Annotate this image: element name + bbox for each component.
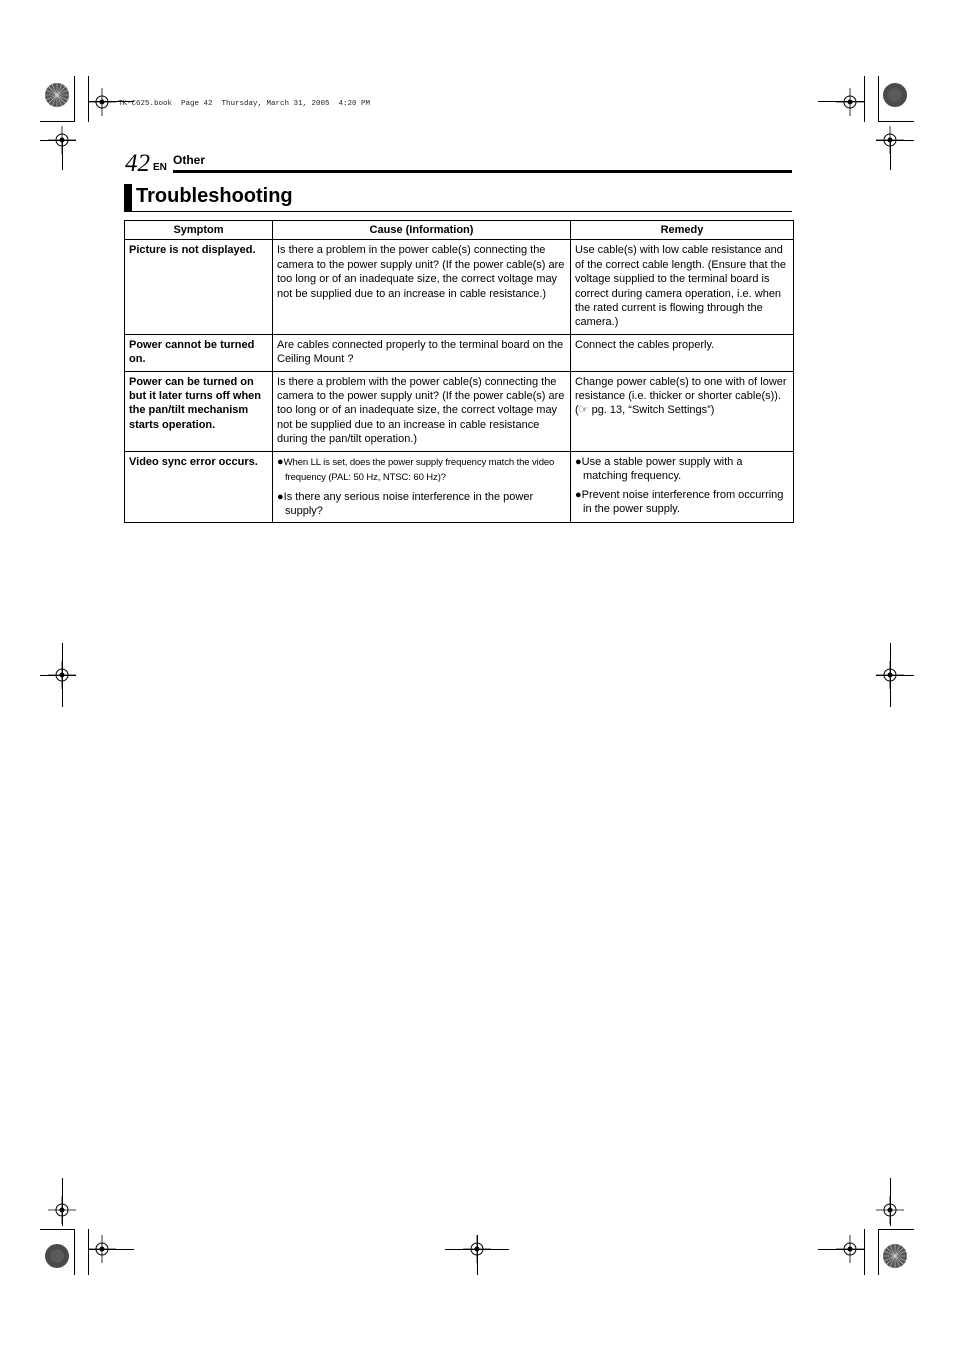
cause-cell: Is there a problem with the power cable(s) connecting the camera to the power supply unit? (If the power cable(s) are too long or of an inadequate size, the correct voltage may not be supplied due to an increase in cable resistance during the pan/tilt operation.)	[273, 371, 571, 451]
page-reference: (☞ pg. 13, “Switch Settings”)	[575, 404, 715, 417]
table-row	[125, 240, 794, 334]
page-number: 42	[125, 150, 150, 177]
remedy-cell	[571, 371, 794, 451]
cause-cell: Are cables connected properly to the terminal board on the Ceiling Mount ?	[273, 334, 571, 371]
cause-cell: Is there a problem in the power cable(s) connecting the camera to the power supply unit? (If the power cable(s) are too long or of an inadequate size, the correct voltage may not be supplied due to an increase in cable resistance.)	[273, 240, 571, 334]
header-remedy: Remedy	[571, 221, 794, 240]
table-row	[125, 451, 794, 523]
bullet-icon: ●	[277, 490, 284, 503]
remedy-cell: Use cable(s) with low cable resistance and of the correct cable length. (Ensure that the voltage supplied to the terminal board is correct during camera operation, i.e. when the rated current is flowing through the camera.)	[571, 240, 794, 334]
title-rule	[124, 211, 792, 212]
table-row	[125, 334, 794, 371]
registration-mark-icon	[836, 88, 864, 116]
symptom-cell: Video sync error occurs.	[125, 451, 273, 523]
print-header: TK-C625.book Page 42 Thursday, March 31, 2005 4:20 PM	[118, 100, 371, 108]
header-rule	[173, 170, 792, 173]
bullet-icon: ●	[277, 455, 284, 468]
symptom-cell: Picture is not displayed.	[125, 240, 273, 334]
header-symptom: Symptom	[125, 221, 273, 240]
header-cause: Cause (Information)	[273, 221, 571, 240]
color-target-icon	[882, 1243, 908, 1269]
title-bar	[124, 184, 132, 212]
symptom-cell: Power can be turned on but it later turns off when the pan/tilt mechanism starts operation.	[125, 371, 273, 451]
remedy-text: Change power cable(s) to one with of lower resistance (i.e. thicker or shorter cable(s)).	[575, 375, 787, 403]
color-target-icon	[44, 82, 70, 108]
page-title: Troubleshooting	[136, 185, 293, 207]
language-code: EN	[153, 162, 167, 173]
cause-cell	[273, 451, 571, 523]
symptom-cell: Power cannot be turned on.	[125, 334, 273, 371]
table-header-row	[125, 221, 794, 240]
remedy-list-item: ●Use a stable power supply with a matching frequency.	[575, 455, 743, 483]
remedy-cell: Connect the cables properly.	[571, 334, 794, 371]
bullet-icon: ●	[575, 455, 582, 468]
registration-mark-icon	[88, 88, 116, 116]
remedy-cell	[571, 451, 794, 523]
cause-list-item: ●When LL is set, does the power supply frequency match the video frequency (PAL: 50 Hz, NTSC: 60 Hz)?	[277, 455, 555, 484]
section-name: Other	[173, 153, 206, 167]
cause-list-item: ●Is there any serious noise interference in the power supply?	[277, 490, 534, 517]
troubleshooting-table	[124, 220, 794, 523]
remedy-list-item: ●Prevent noise interference from occurring in the power supply.	[575, 488, 784, 515]
table-row	[125, 371, 794, 451]
bullet-icon: ●	[575, 488, 582, 501]
color-target-icon	[882, 82, 908, 108]
color-target-icon	[44, 1243, 70, 1269]
